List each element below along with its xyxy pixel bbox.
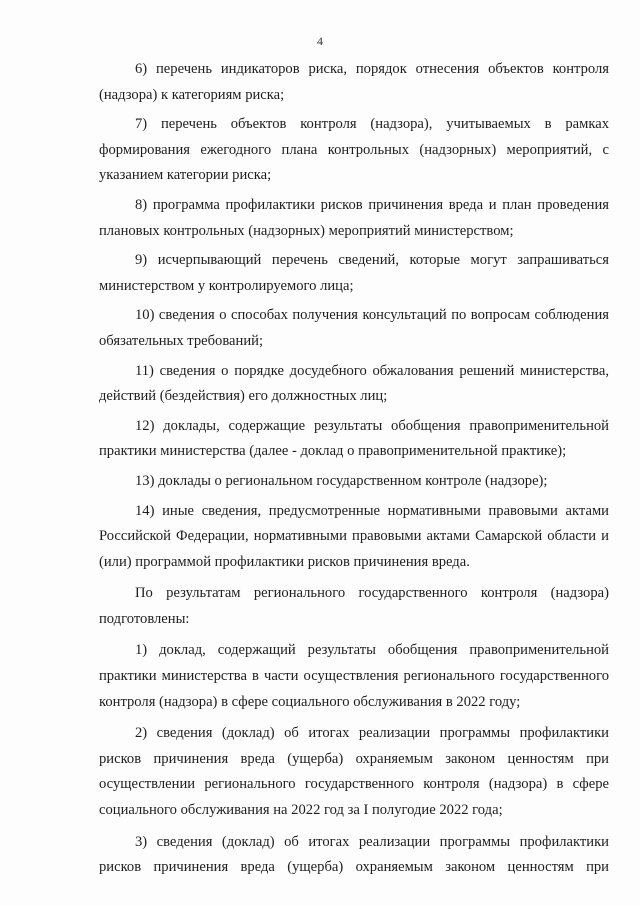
paragraph-item-6: 6) перечень индикаторов риска, порядок отнесения объектов контроля (надзора) к категориям риска; <box>99 61 609 103</box>
paragraph-report-3: 3) сведения (доклад) об итогах реализации программы профилактики рисков причинения вреда (ущерба) охраняемым законом ценностям при <box>99 833 609 876</box>
page-number: 4 <box>317 34 323 48</box>
paragraph-item-13: 13) доклады о региональном государственном контроле (надзоре); <box>135 472 548 489</box>
paragraph-item-7: 7) перечень объектов контроля (надзора), учитываемых в рамках формирования ежегодного плана контрольных (надзорных) мероприятий, с указанием категории риска; <box>99 116 609 184</box>
paragraph-results-intro: По результатам регионального государственного контроля (надзора) подготовлены: <box>99 585 609 627</box>
paragraph-report-1: 1) доклад, содержащий результаты обобщения правоприменительной практики министерства в части осуществления регионального государственного контроля (надзора) в сфере социального обслуживания в 2022 году; <box>99 642 609 710</box>
paragraph-report-2: 2) сведения (доклад) об итогах реализации программы профилактики рисков причинения вреда (ущерба) охраняемым законом ценностям при осуществлении регионального государственного контроля (надзора) в сфере социального обслуживания на 2022 год за I полугодие 2022 года; <box>99 725 609 819</box>
paragraph-item-8: 8) программа профилактики рисков причинения вреда и план проведения плановых контрольных (надзорных) мероприятий министерством; <box>99 196 609 239</box>
paragraph-item-11: 11) сведения о порядке досудебного обжалования решений министерства, действий (бездействия) его должностных лиц; <box>99 362 609 405</box>
paragraph-item-9: 9) исчерпывающий перечень сведений, которые могут запрашиваться министерством у контролируемого лица; <box>99 252 609 294</box>
paragraph-item-14: 14) иные сведения, предусмотренные нормативными правовыми актами Российской Федерации, нормативными правовыми актами Самарской области и (или) программой профилактики рисков причинения вреда. <box>99 502 609 570</box>
document-body <box>99 57 609 881</box>
paragraph-item-12: 12) доклады, содержащие результаты обобщения правоприменительной практики министерства (далее - доклад о правоприменительной практике); <box>99 417 609 460</box>
paragraph-item-10: 10) сведения о способах получения консультаций по вопросам соблюдения обязательных требований; <box>99 307 609 349</box>
